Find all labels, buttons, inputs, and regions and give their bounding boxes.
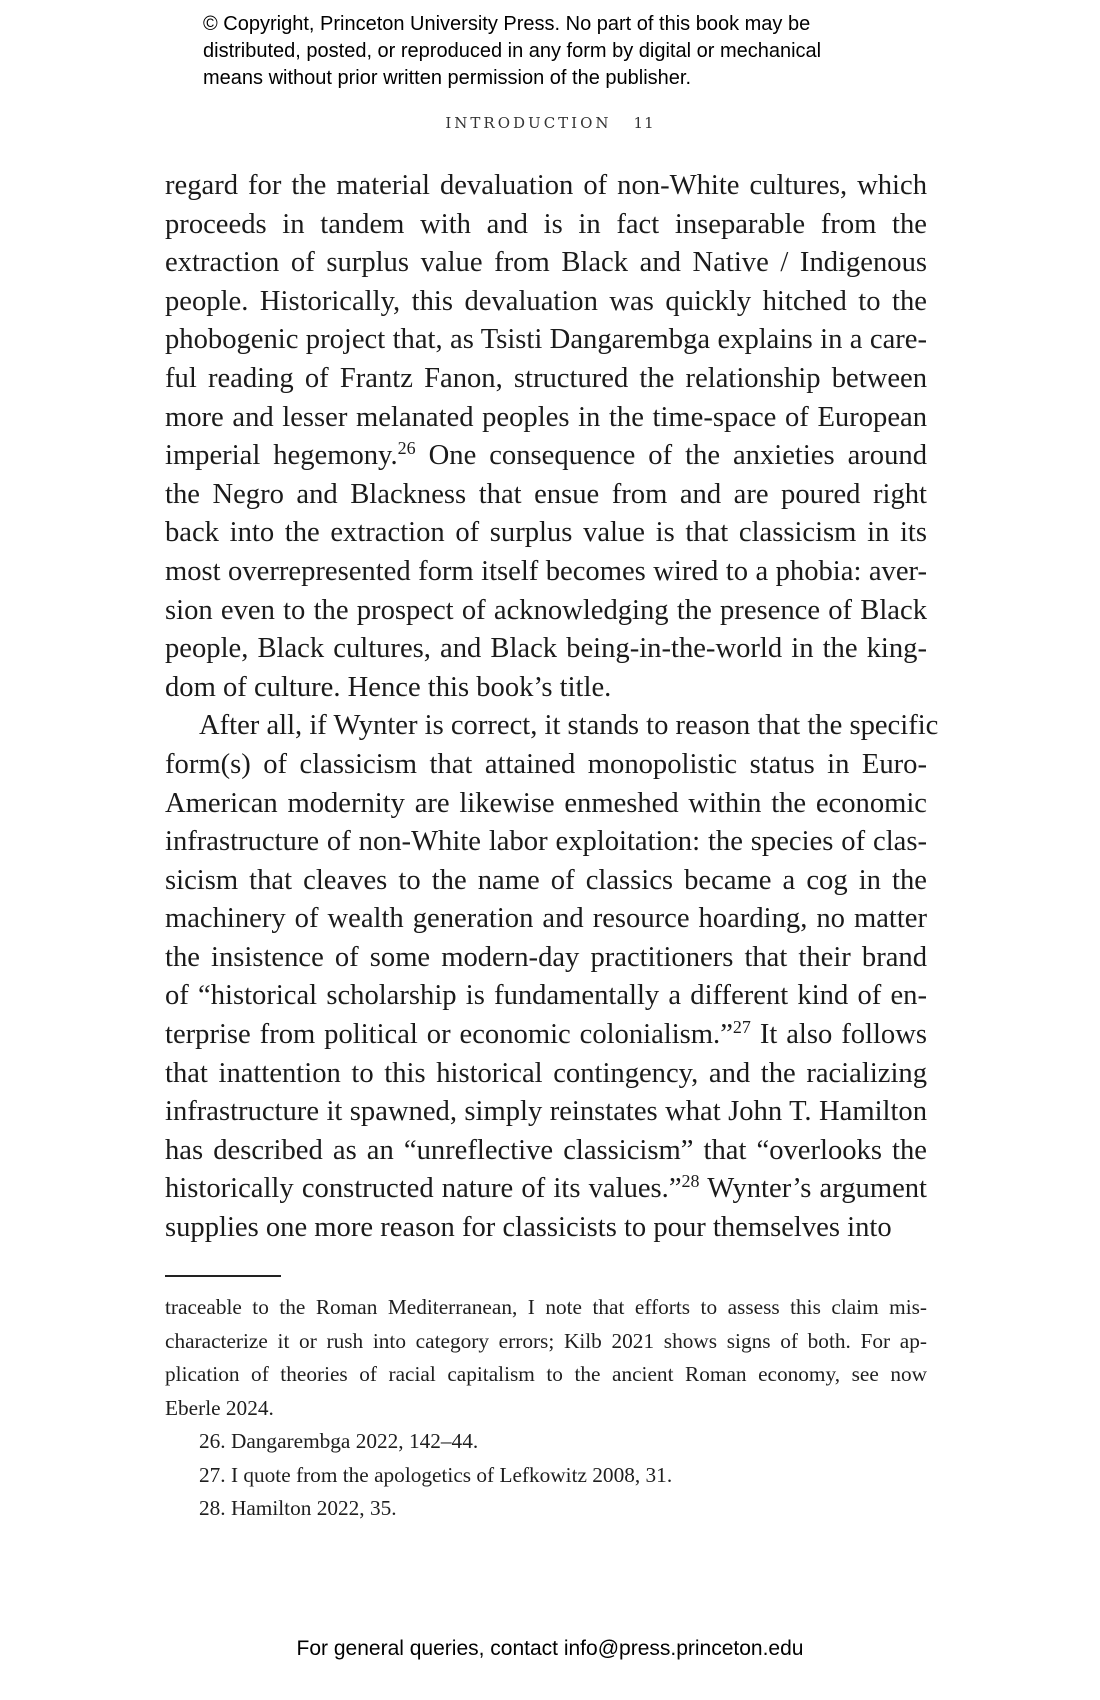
footnote-line: characterize it or rush into category errors; Kilb 2021 shows signs of both. For ap- [165, 1328, 927, 1353]
text-line: phobogenic project that, as Tsisti Dangarembga explains in a care- [165, 324, 927, 356]
footnote-line: traceable to the Roman Mediterranean, I note that efforts to assess this claim mis- [165, 1295, 927, 1319]
footnote-27: 27. I quote from the apologetics of Lefkowitz 2008, 31. [199, 1462, 673, 1487]
text-line: regard for the material devaluation of non-White cultures, which [165, 170, 927, 201]
text-line: infrastructure it spawned, simply reinstates what John T. Hamilton [165, 1096, 927, 1128]
footnote-continued [165, 1291, 927, 1425]
text-line: infrastructure of non-White labor exploitation: the species of clas- [165, 826, 927, 858]
text-line: supplies one more reason for classicists to pour themselves into [165, 1212, 892, 1244]
footnotes [165, 1291, 927, 1526]
text-line: ful reading of Frantz Fanon, structured the relationship between [165, 362, 927, 394]
text-line: form(s) of classicism that attained monopolistic status in Euro- [165, 748, 927, 780]
copyright-line: © Copyright, Princeton University Press. No part of this book may be [203, 13, 811, 35]
footnote-26: 26. Dangarembga 2022, 142–44. [199, 1429, 479, 1453]
running-head-title: INTRODUCTION [445, 114, 612, 132]
text-line: American modernity are likewise enmeshed within the economic [165, 787, 927, 819]
page-number: 11 [633, 114, 655, 132]
running-head [0, 114, 1100, 132]
text-line: of “historical scholarship is fundamentally a different kind of en- [165, 980, 927, 1012]
text-line: sion even to the prospect of acknowledging the presence of Black [165, 594, 927, 626]
text-line: imperial hegemony.$^{26}$ One consequence of the anxieties around [165, 438, 927, 472]
footnote-ref-28: 28 [681, 1171, 700, 1192]
text-line: sicism that cleaves to the name of classics became a cog in the [165, 864, 927, 896]
text-line: back into the extraction of surplus value is that classicism in its [165, 517, 927, 549]
text-line: terprise from political or economic colonialism.”$^{27}$ It also follows [165, 1017, 927, 1051]
footnote-ref-27: 27 [732, 1017, 751, 1038]
text-line: more and lesser melanated peoples in the time-space of European [165, 401, 927, 433]
text-line: extraction of surplus value from Black and Native / Indigenous [165, 247, 927, 279]
copyright-line: means without prior written permission of the publisher. [203, 67, 692, 89]
footnote-line: plication of theories of racial capitalism to the ancient Roman economy, see now [165, 1362, 927, 1386]
text-line: people, Black cultures, and Black being-in-the-world in the king- [165, 633, 927, 665]
text-line: the Negro and Blackness that ensue from and are poured right [165, 478, 927, 510]
footnote-divider [165, 1275, 281, 1277]
text-line: the insistence of some modern-day practitioners that their brand [165, 941, 927, 973]
footnote-line: Eberle 2024. [165, 1395, 274, 1420]
paragraph-2 [165, 707, 939, 1247]
copyright-notice [203, 11, 923, 92]
text-line: dom of culture. Hence this book’s title. [165, 671, 612, 703]
footnote-28: 28. Hamilton 2022, 35. [199, 1496, 397, 1520]
footnote-ref-26: 26 [397, 438, 416, 459]
text-line: that inattention to this historical contingency, and the racializing [165, 1057, 927, 1089]
text-line: people. Historically, this devaluation was quickly hitched to the [165, 285, 927, 317]
text-line: historically constructed nature of its values.”$^{28}$ Wynter’s argument [165, 1171, 927, 1205]
text-line: has described as an “unreflective classicism” that “overlooks the [165, 1134, 927, 1166]
main-text [165, 167, 939, 1248]
footer-contact: For general queries, contact info@press.princeton.edu [296, 1637, 804, 1660]
text-line: machinery of wealth generation and resource hoarding, no matter [165, 903, 927, 935]
text-line: proceeds in tandem with and is in fact inseparable from the [165, 208, 927, 240]
paragraph-1 [165, 167, 927, 707]
copyright-line: distributed, posted, or reproduced in any form by digital or mechanical [203, 40, 822, 62]
text-line: After all, if Wynter is correct, it stands to reason that the specific [199, 710, 939, 742]
text-line: most overrepresented form itself becomes wired to a phobia: aver- [165, 555, 927, 587]
